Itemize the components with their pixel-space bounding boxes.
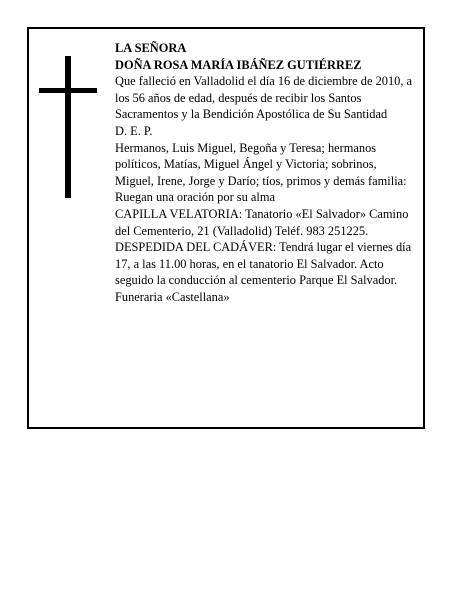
prayer-request: Ruegan una oración por su alma	[115, 190, 275, 205]
obituary-notice	[27, 27, 425, 429]
notice-heading: LA SEÑORA	[115, 41, 187, 55]
farewell-info: DESPEDIDA DEL CADÁVER: Tendrá lugar el viernes día 17, a las 11.00 horas, en el tanatorio El Salvador. Acto seguido la conducción al cementerio Parque El Salvador.	[115, 240, 412, 288]
mourners-list: Hermanos, Luis Miguel, Begoña y Teresa; hermanos políticos, Matías, Miguel Ángel y Victoria; sobrinos, Miguel, Irene, Jorge y Darío; tíos, primos y demás familia:	[115, 140, 407, 188]
cross-horizontal-bar	[39, 88, 97, 93]
deceased-name: DOÑA ROSA MARÍA IBÁÑEZ GUTIÉRREZ	[115, 57, 362, 72]
funeral-home: Funeraria «Castellana»	[115, 289, 230, 304]
chapel-info: CAPILLA VELATORIA: Tanatorio «El Salvador» Camino del Cementerio, 21 (Valladolid) Teléf. 983 251225.	[115, 206, 409, 238]
dep-line: D. E. P.	[115, 123, 153, 138]
cross-icon	[39, 56, 99, 198]
cross-vertical-bar	[65, 56, 71, 198]
obituary-text	[115, 40, 413, 306]
death-statement: Que falleció en Valladolid el día 16 de diciembre de 2010, a los 56 años de edad, después de recibir los Santos Sacramentos y la Bendición Apostólica de Su Santidad	[115, 74, 413, 122]
